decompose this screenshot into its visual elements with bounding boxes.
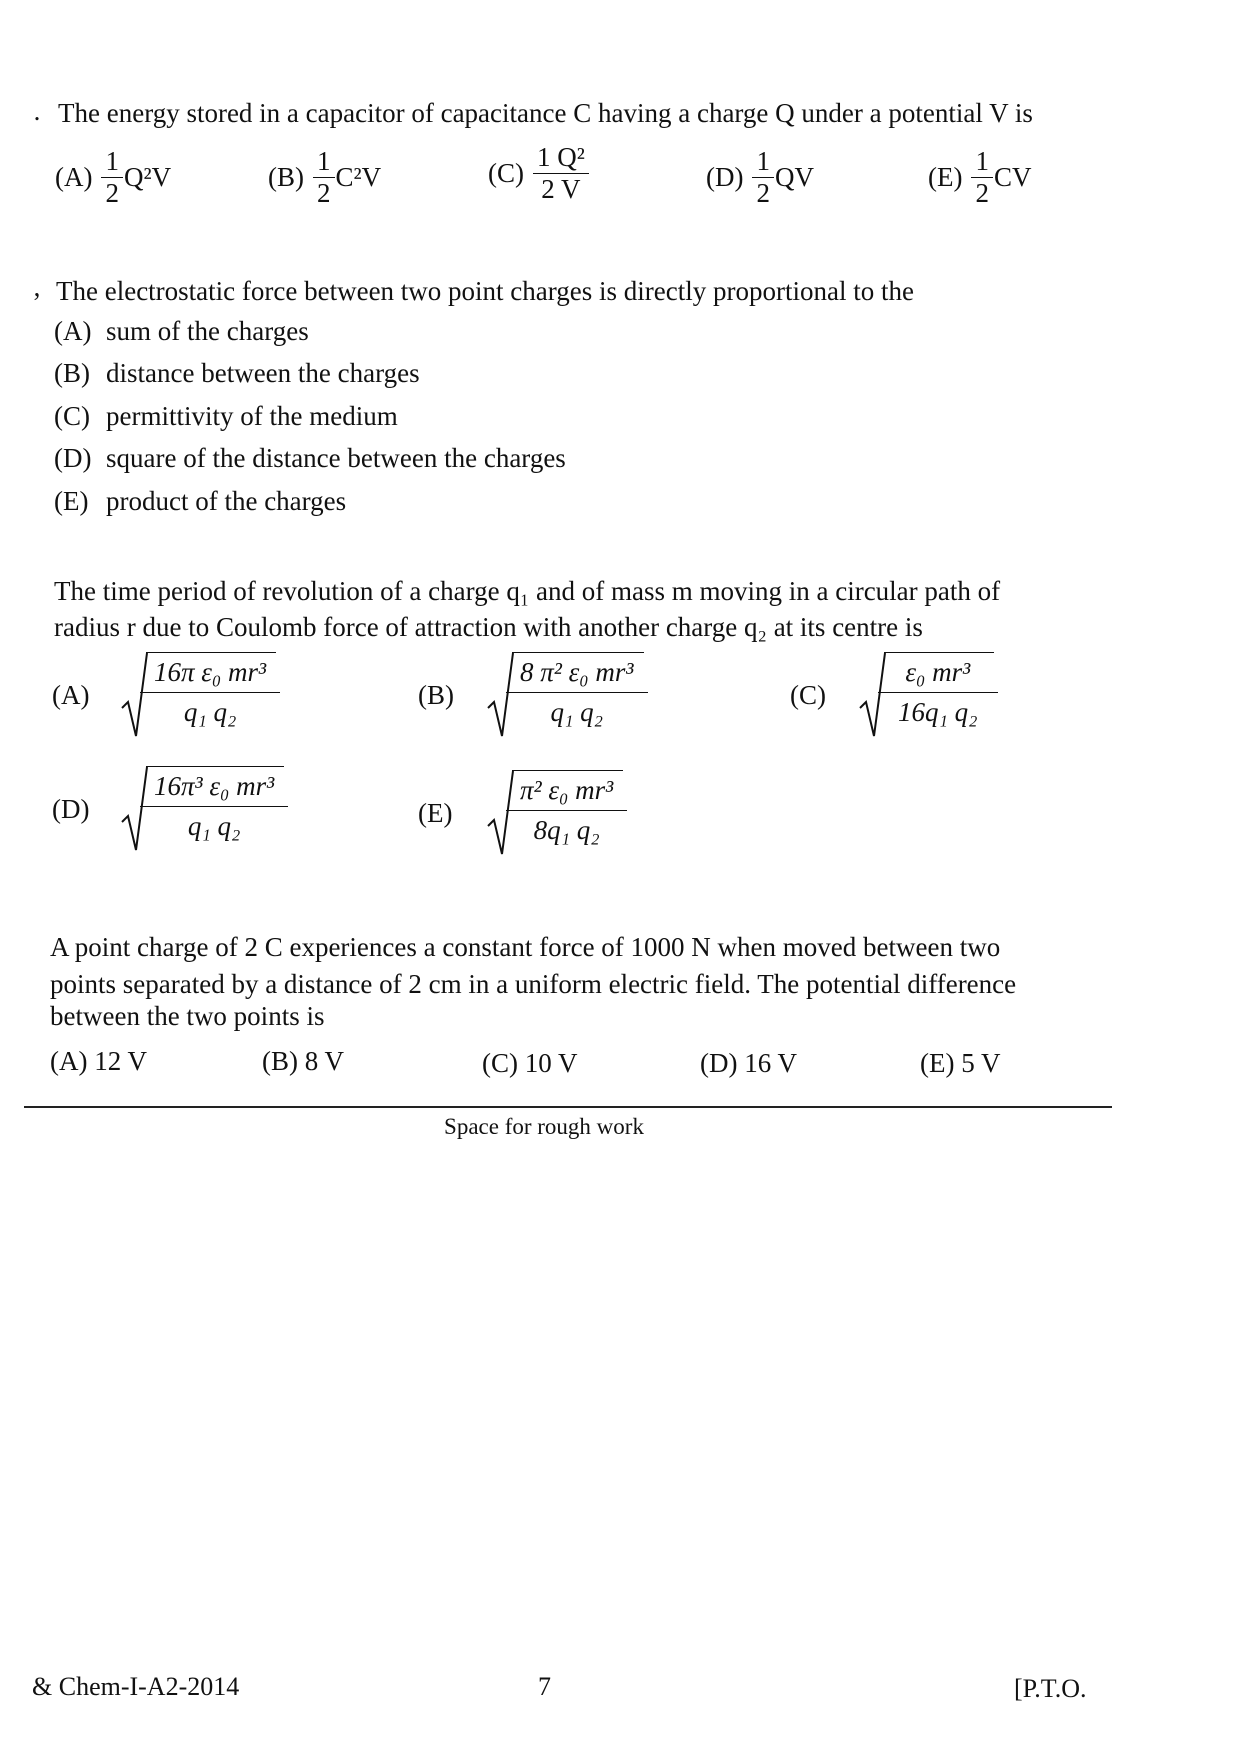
option-text: distance between the charges	[106, 358, 420, 388]
fraction-numerator: 1	[105, 146, 119, 176]
question-2-option-a	[54, 314, 309, 348]
question-4-text-line-2: points separated by a distance of 2 cm in a uniform electric field. The potential difference	[50, 969, 1017, 999]
question-1-text: The energy stored in a capacitor of capacitance C having a charge Q under a potential V is	[58, 98, 1033, 128]
rough-work-divider	[24, 1106, 1112, 1108]
option-text: permittivity of the medium	[106, 401, 398, 431]
radical-numerator: π² ε₀ mr³	[520, 775, 614, 805]
option-label: (E)	[54, 486, 89, 516]
question-4-option-a	[50, 1044, 147, 1078]
fraction	[315, 148, 333, 207]
footer-page-number: 7	[538, 1672, 551, 1701]
radical-numerator: 8 π² ε₀ mr³	[520, 657, 634, 687]
rough-work-label: Space for rough work	[444, 1114, 644, 1139]
question-4-option-e	[920, 1046, 1001, 1080]
question-1-option-d	[706, 148, 814, 207]
question-3-option-e	[418, 770, 623, 856]
option-text: 5 V	[961, 1048, 1001, 1078]
square-root-expression	[120, 766, 284, 852]
fraction-numerator: 1	[317, 146, 331, 176]
fraction-denominator: 2	[752, 177, 774, 207]
option-label: (C)	[488, 158, 524, 188]
fraction-numerator: 1	[975, 146, 989, 176]
option-expression: C²V	[335, 162, 382, 192]
question-2-option-e	[54, 484, 346, 518]
question-3-option-a	[52, 652, 276, 738]
option-label: (B)	[418, 679, 454, 710]
question-3-option-d	[52, 766, 284, 852]
option-text: square of the distance between the charges	[106, 443, 566, 473]
option-label: (C)	[790, 679, 826, 710]
option-label: (D)	[700, 1048, 738, 1078]
square-root-expression	[858, 652, 994, 738]
fraction-denominator: 2	[971, 177, 993, 207]
option-label: (E)	[920, 1048, 955, 1078]
fraction	[973, 148, 991, 207]
option-text: 16 V	[744, 1048, 797, 1078]
question-4-option-c	[482, 1046, 578, 1080]
option-label: (C)	[54, 401, 90, 431]
option-label: (E)	[928, 162, 963, 192]
option-expression: CV	[993, 162, 1032, 192]
fraction-denominator: 2	[101, 177, 123, 207]
option-label: (B)	[54, 358, 90, 388]
option-label: (D)	[52, 793, 90, 824]
option-text: 12 V	[94, 1046, 147, 1076]
fraction	[103, 148, 121, 207]
square-root-expression	[486, 770, 623, 856]
question-3-option-c	[790, 652, 994, 738]
radical-denominator: 8q₁ q₂	[506, 810, 627, 846]
option-label: (B)	[268, 162, 304, 192]
radical-denominator: q₁ q₂	[140, 806, 288, 842]
option-text: sum of the charges	[106, 316, 309, 346]
footer-paper-code: & Chem-I-A2-2014	[32, 1672, 240, 1701]
option-expression: QV	[774, 162, 814, 192]
option-label: (A)	[54, 316, 92, 346]
question-1-option-c	[488, 144, 590, 203]
option-label: (A)	[50, 1046, 88, 1076]
radical-denominator: q₁ q₂	[506, 692, 648, 728]
option-label: (C)	[482, 1048, 518, 1078]
fraction	[535, 144, 587, 203]
square-root-expression	[120, 652, 276, 738]
option-label: (A)	[52, 679, 90, 710]
radical-numerator: 16π ε₀ mr³	[154, 657, 267, 687]
question-4-option-d	[700, 1046, 797, 1080]
question-2-option-c	[54, 399, 398, 433]
fraction-denominator: 2 V	[533, 173, 589, 203]
fraction-denominator: 2	[313, 177, 335, 207]
question-4-option-b	[262, 1044, 344, 1078]
option-text: 10 V	[524, 1048, 578, 1078]
fraction-numerator: 1	[756, 146, 770, 176]
option-label: (B)	[262, 1046, 298, 1076]
radical-denominator: q₁ q₂	[140, 692, 280, 728]
option-text: 8 V	[304, 1046, 345, 1076]
radical-numerator: 16π³ ε₀ mr³	[154, 771, 275, 801]
question-4-text-line-1: A point charge of 2 C experiences a constant force of 1000 N when moved between two	[50, 932, 1001, 962]
radical-denominator: 16q₁ q₂	[878, 692, 998, 728]
question-1-option-a	[55, 148, 171, 207]
question-1-option-b	[268, 148, 381, 207]
option-label: (D)	[706, 162, 744, 192]
question-2-text: The electrostatic force between two point charges is directly proportional to the	[56, 276, 914, 306]
question-4-text-line-3: between the two points is	[50, 1001, 325, 1031]
option-expression: Q²V	[123, 162, 172, 192]
question-1-option-e	[928, 148, 1032, 207]
question-3-option-b	[418, 652, 644, 738]
square-root-expression	[486, 652, 644, 738]
question-2-option-b	[54, 356, 420, 390]
question-1-bullet: .	[33, 96, 41, 126]
question-3-text-line-2: radius r due to Coulomb force of attraction with another charge q₂ at its centre is	[54, 612, 923, 642]
option-label: (A)	[55, 162, 93, 192]
fraction-numerator: 1 Q²	[537, 142, 585, 172]
question-2-bullet: ,	[33, 272, 41, 302]
question-2-option-d	[54, 441, 566, 475]
option-label: (D)	[54, 443, 92, 473]
question-3-text-line-1: The time period of revolution of a charge q₁ and of mass m moving in a circular path of	[54, 576, 1001, 606]
footer-pto: [P.T.O.	[1014, 1674, 1087, 1703]
option-text: product of the charges	[106, 486, 347, 516]
option-label: (E)	[418, 797, 453, 828]
fraction	[754, 148, 772, 207]
radical-numerator: ε₀ mr³	[905, 657, 971, 687]
